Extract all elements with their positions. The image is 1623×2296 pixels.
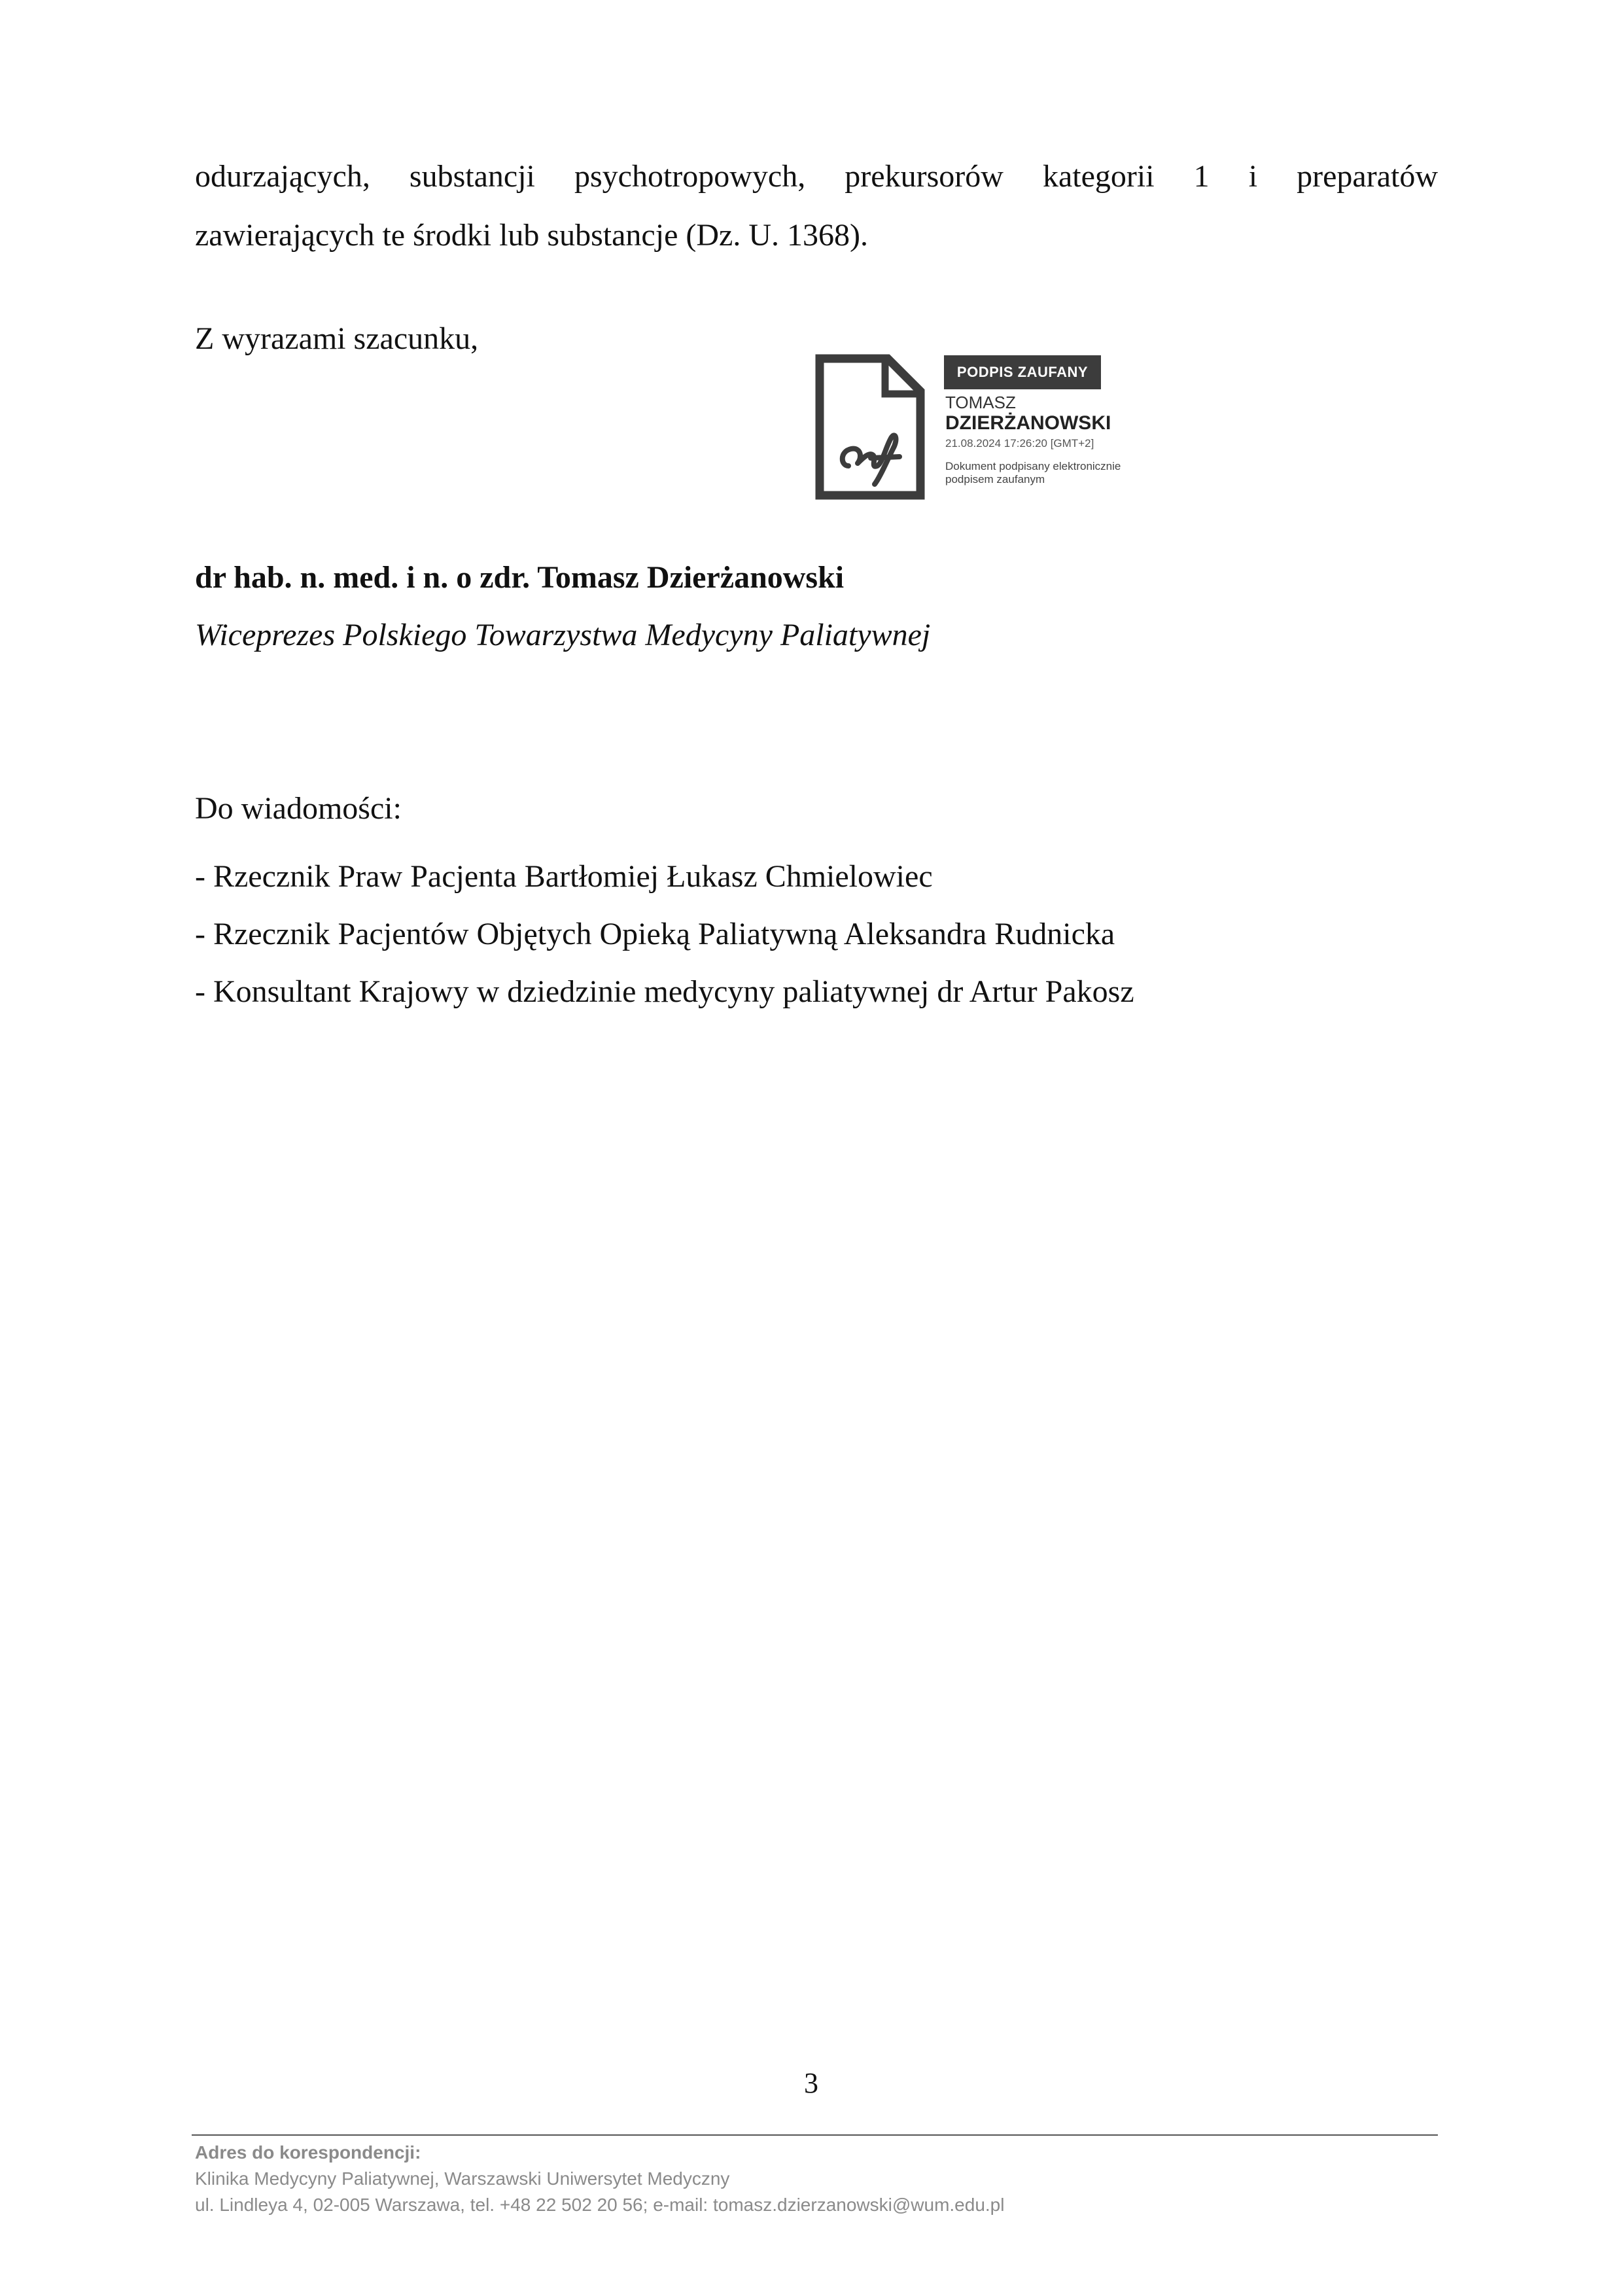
signed-document-icon: [814, 353, 926, 501]
paragraph-line-1: odurzających, substancji psychotropowych, prekursorów kategorii 1 i preparatów: [195, 159, 1438, 194]
footer-heading: Adres do korespondencji:: [195, 2142, 421, 2163]
footer-institution: Klinika Medycyny Paliatywnej, Warszawski Uniwersytet Medyczny: [195, 2168, 730, 2189]
signer-title: Wiceprezes Polskiego Towarzystwa Medycyny Paliatywnej: [195, 618, 931, 652]
trusted-signature-badge: PODPIS ZAUFANY: [944, 355, 1101, 389]
page-number: 3: [804, 2067, 818, 2099]
cc-recipient: - Rzecznik Praw Pacjenta Bartłomiej Łukasz Chmielowiec: [195, 859, 933, 894]
stamp-datetime: 21.08.2024 17:26:20 [GMT+2]: [945, 437, 1094, 450]
continued-paragraph: [195, 147, 1438, 265]
cc-recipient-list: [195, 848, 1134, 1021]
footer-contact: ul. Lindleya 4, 02-005 Warszawa, tel. +48 22 502 20 56; e-mail: tomasz.dzierzanowski@wum.edu.pl: [195, 2195, 1005, 2215]
footer: [195, 2140, 1004, 2218]
stamp-note: Dokument podpisany elektronicznie podpisem zaufanym: [945, 460, 1121, 486]
footer-divider: [192, 2134, 1438, 2136]
cc-recipient: - Rzecznik Pacjentów Objętych Opieką Paliatywną Aleksandra Rudnicka: [195, 917, 1115, 951]
stamp-last-name: DZIERŻANOWSKI: [945, 412, 1111, 434]
closing-salutation: Z wyrazami szacunku,: [195, 321, 479, 356]
signer-name: dr hab. n. med. i n. o zdr. Tomasz Dzierżanowski: [195, 560, 845, 595]
stamp-first-name: TOMASZ: [945, 393, 1016, 412]
paragraph-line-2: zawierających te środki lub substancje (Dz. U. 1368).: [195, 218, 868, 253]
trusted-signature-stamp: [814, 353, 1181, 504]
cc-recipient: - Konsultant Krajowy w dziedzinie medycyny paliatywnej dr Artur Pakosz: [195, 974, 1134, 1009]
cc-heading: Do wiadomości:: [195, 791, 402, 826]
